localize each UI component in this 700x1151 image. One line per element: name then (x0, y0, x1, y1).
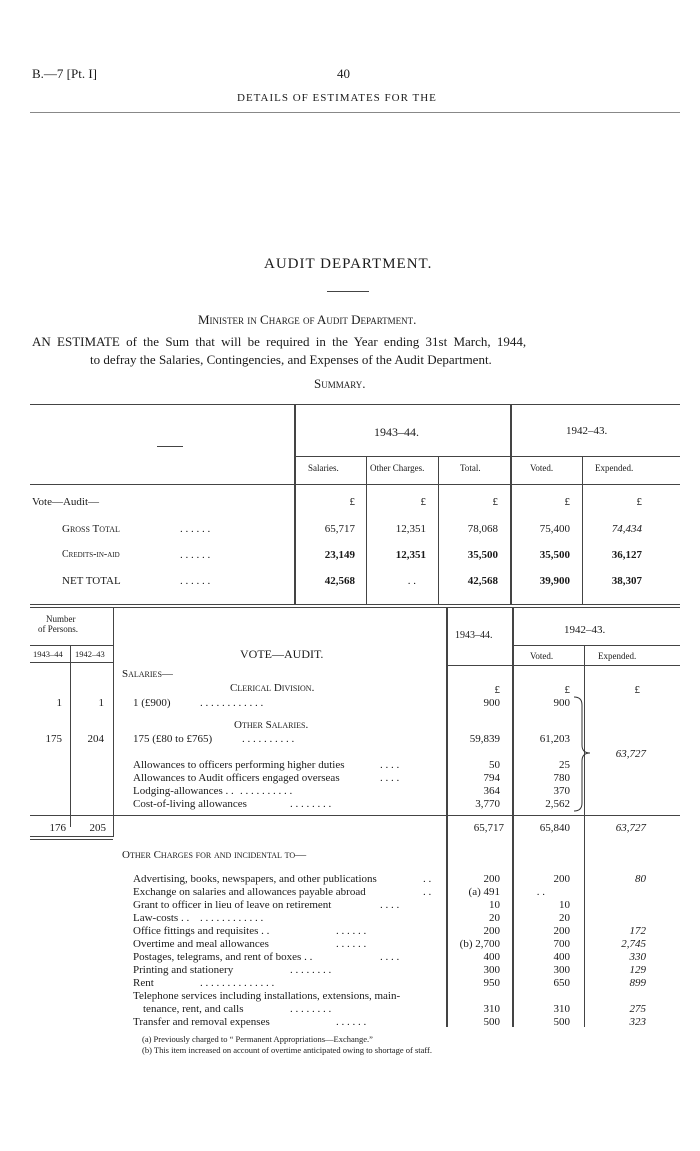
summary-cell: 78,068 (467, 523, 498, 535)
voted-cell: 20 (559, 912, 570, 924)
voted-cell: 310 (553, 1003, 570, 1015)
detail-h-1943: 1943–44. (455, 630, 493, 641)
currency-symbol: £ (492, 496, 498, 508)
voted-cell: 650 (553, 977, 570, 989)
leader-dots: . . . . . . . . (290, 798, 332, 810)
page-title: AUDIT DEPARTMENT. (264, 256, 433, 272)
voted-cell: 10 (559, 899, 570, 911)
voted-cell: 900 (553, 697, 570, 709)
expended-cell: 2,745 (621, 938, 646, 950)
summary-h-salaries: Salaries. (308, 463, 339, 473)
leader-dots: . . . . . . (180, 523, 211, 535)
running-title: DETAILS OF ESTIMATES FOR THE (237, 92, 437, 104)
summary-cell: 42,568 (467, 575, 498, 587)
voted-cell: 400 (553, 951, 570, 963)
charge-label: Telephone services including installations, extensions, main- (133, 990, 401, 1002)
estimate-cell: 20 (489, 912, 500, 924)
leader-dots: . . (423, 873, 432, 885)
leader-dots: . . . . (380, 759, 400, 771)
detail-h-voted: Voted. (530, 651, 554, 661)
summary-row-label: Credits-in-aid (62, 549, 120, 560)
voted-cell: 200 (553, 925, 570, 937)
summary-cell: 35,500 (467, 549, 498, 561)
charge-label: Office fittings and requisites . . (133, 925, 270, 937)
voted-subtotal: 65,840 (539, 822, 570, 834)
leader-dots: . . . . . . . . . . . . (200, 697, 264, 709)
currency-symbol: £ (564, 496, 570, 508)
minister-heading: Minister in Charge of Audit Department. (198, 312, 417, 327)
summary-cell: 23,149 (324, 549, 355, 561)
summary-heading: Summary. (314, 376, 366, 391)
voted-cell: 200 (553, 873, 570, 885)
estimate-cell: 950 (483, 977, 500, 989)
expended-subtotal: 63,727 (615, 822, 646, 834)
persons-1942-total: 205 (89, 822, 106, 834)
detail-h-year-2: 1942–43 (75, 649, 105, 659)
summary-h-voted: Voted. (530, 463, 554, 473)
leader-dots: . . . . . . . . . . . . . . (200, 977, 275, 989)
estimate-cell: 900 (483, 697, 500, 709)
currency-symbol: £ (636, 496, 642, 508)
expended-cell: 275 (629, 1003, 646, 1015)
leader-dots: . . (423, 886, 432, 898)
detail-h-expended: Expended. (598, 651, 637, 661)
estimate-cell: 310 (483, 1003, 500, 1015)
estimate-line-1: AN ESTIMATE of the Sum that will be required in the Year ending 31st March, 1944, (32, 334, 527, 349)
charge-label: Postages, telegrams, and rent of boxes . . (133, 951, 313, 963)
leader-dots: . . . . . . . . . . . . (200, 912, 264, 924)
persons-1942: 1 (98, 697, 104, 709)
document-reference: B.—7 [Pt. I] (32, 66, 97, 81)
summary-cell: 74,434 (611, 523, 642, 535)
vote-title: VOTE—AUDIT. (240, 647, 324, 661)
estimate-subtotal: 65,717 (473, 822, 504, 834)
summary-cell: . . (407, 575, 416, 587)
summary-cell: 35,500 (539, 549, 570, 561)
estimate-cell: 794 (483, 772, 500, 784)
allowance-label: Allowances to officers performing higher duties (133, 759, 345, 771)
summary-cell: 38,307 (611, 575, 642, 587)
charge-label-continued: tenance, rent, and calls (143, 1003, 244, 1015)
voted-cell: 25 (559, 759, 570, 771)
leader-dots: . . . . (380, 951, 400, 963)
expended-cell: 899 (629, 977, 646, 989)
allowance-label: Allowances to Audit officers engaged overseas (133, 772, 340, 784)
currency-symbol: £ (349, 496, 355, 508)
voted-cell: 300 (553, 964, 570, 976)
estimate-cell: (a) 491 (468, 886, 500, 898)
estimate-cell: 59,839 (469, 733, 500, 745)
estimate-cell: 10 (489, 899, 500, 911)
expended-cell: 323 (629, 1016, 646, 1028)
voted-cell: . . (536, 886, 545, 898)
other-charges-heading: Other Charges for and incidental to— (122, 849, 307, 861)
charge-label: Printing and stationery (133, 964, 234, 976)
estimate-cell: 200 (483, 873, 500, 885)
estimate-cell: 364 (483, 785, 500, 797)
clerical-heading: Clerical Division. (230, 682, 315, 694)
summary-cell: 12,351 (395, 549, 426, 561)
detail-h-year-1: 1943–44 (33, 649, 63, 659)
estimate-cell: 500 (483, 1016, 500, 1028)
leader-dots: . . . . . . . . (290, 964, 332, 976)
footnote-b: (b) This item increased on account of overtime anticipated owing to shortage of staff. (142, 1045, 433, 1055)
charge-label: Transfer and removal expenses (133, 1016, 270, 1028)
charge-label: Law-costs . . (133, 912, 190, 924)
detail-h-of-persons: of Persons. (38, 624, 78, 634)
summary-cell: 39,900 (539, 575, 570, 587)
expended-cell: 172 (629, 925, 646, 937)
salaries-label: Salaries— (122, 668, 173, 680)
persons-1943-total: 176 (49, 822, 66, 834)
voted-cell: 780 (553, 772, 570, 784)
currency-symbol: £ (420, 496, 426, 508)
leader-dots: . . . . (380, 899, 400, 911)
charge-label: Grant to officer in lieu of leave on retirement (133, 899, 332, 911)
summary-col-1943: 1943–44. (374, 425, 419, 439)
brace-expended: 63,727 (615, 748, 646, 760)
summary-row-label: Gross Total (62, 523, 120, 535)
allowance-label: Cost-of-living allowances (133, 798, 247, 810)
persons-1943: 175 (45, 733, 62, 745)
leader-dots: . . . . . . (336, 938, 367, 950)
currency-symbol: £ (494, 684, 500, 696)
leader-dots: . . . . . . (180, 549, 211, 561)
charge-label: Overtime and meal allowances (133, 938, 269, 950)
title-rule (327, 291, 369, 292)
leader-dots: . . . . . . (336, 925, 367, 937)
currency-symbol: £ (634, 684, 640, 696)
estimate-cell: 3,770 (475, 798, 500, 810)
summary-h-other: Other Charges. (370, 463, 425, 473)
leader-dots: . . . . . . . . (290, 1003, 332, 1015)
summary-vote-label: Vote—Audit— (32, 496, 100, 508)
summary-cell: 75,400 (539, 523, 570, 535)
estimate-cell: 300 (483, 964, 500, 976)
summary-cell: 42,568 (324, 575, 355, 587)
estimate-cell: 200 (483, 925, 500, 937)
footnote-a: (a) Previously charged to “ Permanent Appropriations—Exchange.” (142, 1034, 373, 1044)
persons-1942: 204 (87, 733, 104, 745)
summary-cell: 36,127 (611, 549, 642, 561)
item-label: 175 (£80 to £765) (133, 733, 213, 745)
expended-cell: 80 (635, 873, 646, 885)
estimate-cell: 400 (483, 951, 500, 963)
leader-dots: . . . . . . . . . . (242, 733, 295, 745)
detail-h-number: Number (46, 614, 76, 624)
charge-label: Advertising, books, newspapers, and other publications (133, 873, 377, 885)
header-rule (30, 112, 680, 113)
voted-cell: 370 (553, 785, 570, 797)
allowance-label: Lodging-allowances . . (133, 785, 234, 797)
voted-cell: 500 (553, 1016, 570, 1028)
leader-dots: . . . . . . . . . . (240, 785, 293, 797)
summary-cell: 65,717 (324, 523, 355, 535)
detail-h-1942: 1942–43. (564, 624, 606, 636)
estimate-cell: 50 (489, 759, 500, 771)
expended-cell: 330 (629, 951, 646, 963)
brace (572, 695, 592, 813)
leader-dots: . . . . (380, 772, 400, 784)
item-label: 1 (£900) (133, 697, 171, 709)
voted-cell: 2,562 (545, 798, 570, 810)
leader-dots: . . . . . . (180, 575, 211, 587)
summary-cell: 12,351 (395, 523, 426, 535)
expended-cell: 129 (629, 964, 646, 976)
leader-dots: . . . . . . (336, 1016, 367, 1028)
estimate-line-2: to defray the Salaries, Contingencies, and Expenses of the Audit Department. (90, 352, 492, 367)
charge-label: Rent (133, 977, 154, 989)
currency-symbol: £ (564, 684, 570, 696)
other-salaries-heading: Other Salaries. (234, 719, 309, 731)
estimate-cell: (b) 2,700 (459, 938, 500, 950)
summary-h-total: Total. (460, 463, 481, 473)
charge-label: Exchange on salaries and allowances payable abroad (133, 886, 366, 898)
voted-cell: 61,203 (539, 733, 570, 745)
page-number: 40 (337, 66, 350, 81)
persons-1943: 1 (56, 697, 62, 709)
voted-cell: 700 (553, 938, 570, 950)
summary-h-expended: Expended. (595, 463, 634, 473)
summary-col-1942: 1942–43. (566, 425, 608, 437)
summary-row-label: NET TOTAL (62, 575, 121, 587)
